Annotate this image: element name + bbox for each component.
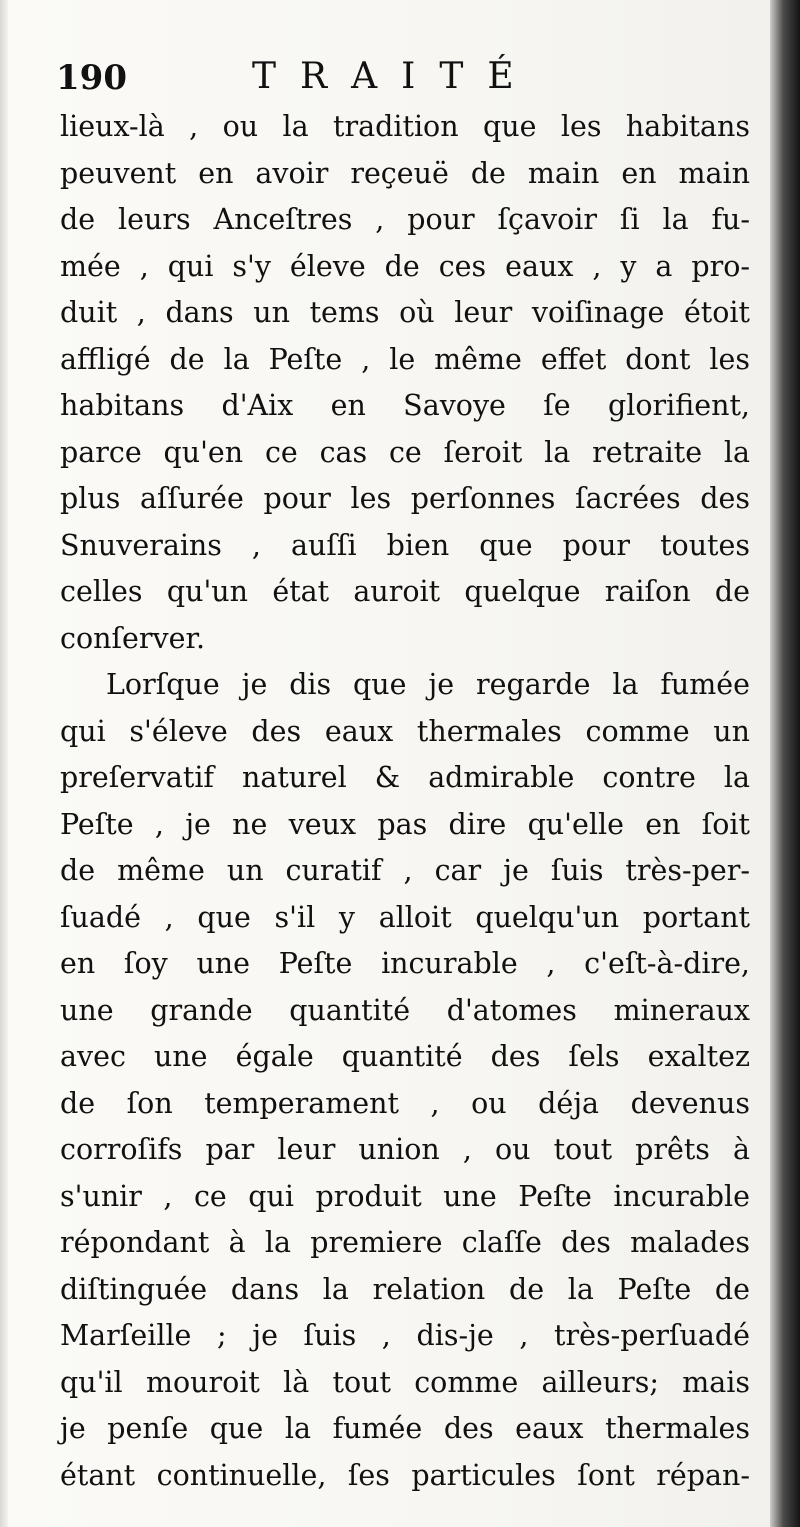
text-line: Marſeille ; je ſuis , dis-je , très-perſuadé xyxy=(60,1319,750,1352)
text-line: conſerver. xyxy=(60,621,206,655)
text-line: répondant à la premiere claſſe des malades xyxy=(60,1226,750,1259)
text-line: Peſte , je ne veux pas dire qu'elle en ſoit xyxy=(60,807,750,841)
page-header xyxy=(52,56,752,104)
text-line: ſuadé , que s'il y alloit quelqu'un portant xyxy=(60,900,750,934)
text-line: de ſon temperament , ou déja devenus xyxy=(60,1086,750,1120)
page-number: 190 xyxy=(56,58,127,98)
paragraph-2 xyxy=(60,662,750,1499)
text-line: parce qu'en ce cas ce ſeroit la retraite la xyxy=(60,435,750,469)
page-binding-edge xyxy=(770,0,800,1527)
text-line: affligé de la Peſte , le même effet dont les xyxy=(60,342,750,376)
text-line: celles qu'un état auroit quelque raiſon de xyxy=(60,575,750,608)
text-line: de leurs Anceſtres , pour ſçavoir ſi la fu- xyxy=(60,203,750,236)
text-line: je penſe que la fumée des eaux thermales xyxy=(60,1412,750,1445)
text-line: s'unir , ce qui produit une Peſte incurable xyxy=(60,1179,750,1213)
text-line: diſtinguée dans la relation de la Peſte de xyxy=(60,1272,750,1306)
text-line: lieux-là , ou la tradition que les habitans xyxy=(60,110,750,143)
text-line: Snuverains , auſſi bien que pour toutes xyxy=(60,528,750,562)
text-line: de même un curatif , car je ſuis très-per- xyxy=(60,854,750,887)
running-title: TRAITÉ xyxy=(252,56,538,97)
text-line: étant continuelle, ſes particules ſont répan- xyxy=(60,1458,750,1492)
text-line: en ſoy une Peſte incurable , c'eſt-à-dire, xyxy=(60,947,750,980)
text-line: corroſifs par leur union , ou tout prêts à xyxy=(60,1133,750,1166)
text-line: duit , dans un tems où leur voiſinage étoit xyxy=(60,296,750,329)
text-line: peuvent en avoir reçeuë de main en main xyxy=(60,156,750,190)
text-line: Lorſque je dis que je regarde la fumée xyxy=(106,668,750,701)
page-left-edge xyxy=(0,0,8,1527)
text-line: qu'il mouroit là tout comme ailleurs; mais xyxy=(60,1365,750,1399)
text-line: avec une égale quantité des ſels exaltez xyxy=(60,1040,750,1073)
body-text xyxy=(60,104,750,1499)
paragraph-1 xyxy=(60,104,750,662)
text-line: plus aſſurée pour les perſonnes ſacrées des xyxy=(60,482,750,515)
text-line: qui s'éleve des eaux thermales comme un xyxy=(60,714,750,748)
text-line: une grande quantité d'atomes mineraux xyxy=(60,993,750,1027)
text-line: habitans d'Aix en Savoye ſe glorifient, xyxy=(60,389,750,422)
text-line: preſervatif naturel & admirable contre la xyxy=(60,761,750,794)
text-line: mée , qui s'y éleve de ces eaux , y a pro- xyxy=(60,249,750,283)
